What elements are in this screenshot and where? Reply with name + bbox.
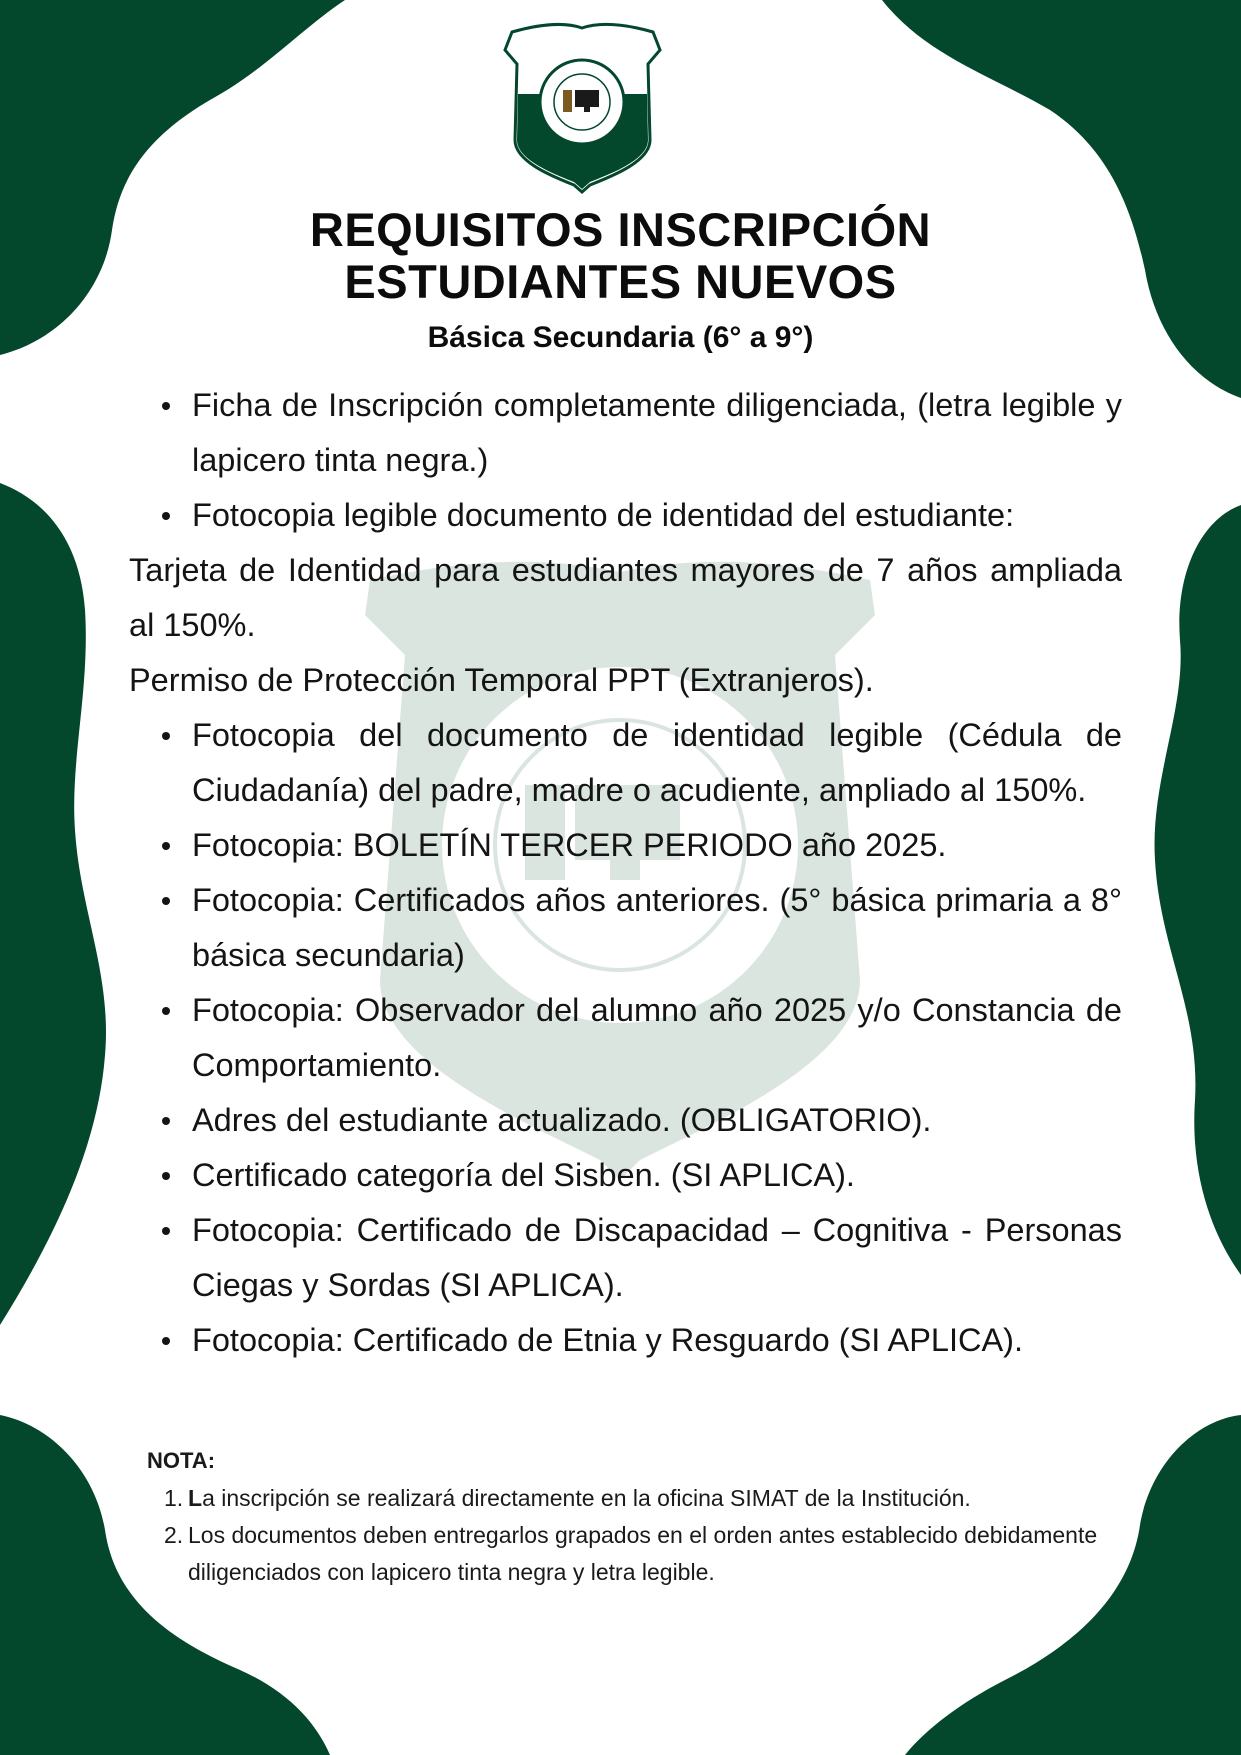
requirement-item: Certificado categoría del Sisben. (SI APLICA). — [129, 1148, 1122, 1203]
logo-monitor — [575, 90, 599, 107]
requirement-item: Ficha de Inscripción completamente diligenciada, (letra legible y lapicero tinta negra.) — [129, 378, 1122, 488]
note-item — [147, 1517, 1107, 1591]
requirement-paragraph: Tarjeta de Identidad para estudiantes mayores de 7 años ampliada al 150%. — [129, 552, 1122, 643]
requirement-item: Fotocopia: BOLETÍN TERCER PERIODO año 2025. — [129, 818, 1122, 873]
note-item-text: a inscripción se realizará directamente en la oficina SIMAT de la Institución. — [202, 1485, 971, 1511]
note-item-text: Los documentos deben entregarlos grapados en el orden antes establecido debidamente diligenciados con lapicero tinta negra y letra legible. — [188, 1522, 1098, 1585]
right-wave-shape — [1155, 505, 1241, 1275]
note-item-first-letter: L — [188, 1485, 203, 1511]
page-title — [0, 204, 1241, 308]
requirements-list — [129, 378, 1122, 1368]
requirement-item: Fotocopia legible documento de identidad del estudiante: — [129, 488, 1122, 543]
requirement-item: Fotocopia del documento de identidad legible (Cédula de Ciudadanía) del padre, madre o acudiente, ampliado al 150%. — [129, 708, 1122, 818]
requirement-item: Fotocopia: Certificado de Etnia y Resguardo (SI APLICA). — [129, 1313, 1122, 1368]
title-line-1: REQUISITOS INSCRIPCIÓN — [309, 203, 932, 256]
requirement-paragraph: Permiso de Protección Temporal PPT (Extranjeros). — [129, 662, 874, 698]
note-title: NOTA: — [147, 1448, 216, 1473]
note-item — [147, 1480, 1107, 1517]
note-item-number: 1. — [164, 1485, 184, 1511]
title-line-2: ESTUDIANTES NUEVOS — [344, 255, 897, 308]
page-subtitle: Básica Secundaria (6° a 9°) — [427, 321, 814, 354]
logo-computer-tower — [563, 90, 572, 112]
note-item-number: 2. — [164, 1522, 184, 1548]
logo-monitor-stand — [584, 107, 590, 112]
requirement-item: Fotocopia: Observador del alumno año 2025 y/o Constancia de Comportamiento. — [129, 983, 1122, 1093]
school-shield-logo — [500, 22, 665, 194]
note-section — [147, 1442, 1107, 1591]
requirement-item: Fotocopia: Certificado de Discapacidad – Cognitiva - Personas Ciegas y Sordas (SI APLICA). — [129, 1203, 1122, 1313]
requirement-item: Adres del estudiante actualizado. (OBLIGATORIO). — [129, 1093, 1122, 1148]
left-wave-shape — [0, 483, 106, 1325]
requirement-item: Fotocopia: Certificados años anteriores. (5° básica primaria a 8° básica secundaria) — [129, 873, 1122, 983]
